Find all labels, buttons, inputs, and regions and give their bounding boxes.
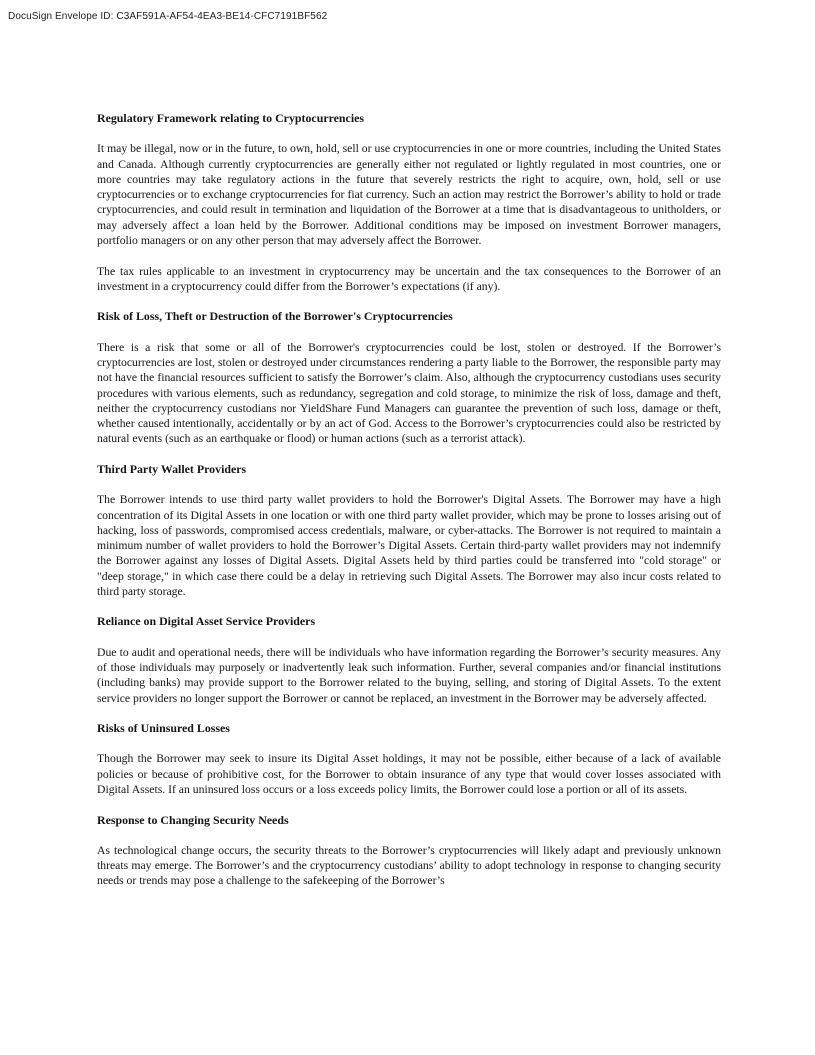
paragraph: It may be illegal, now or in the future, to own, hold, sell or use cryptocurrencies in one or more countries, including the United States and Canada. Although currently cryptocurrencies are generally either not regulated or lightly regulated in most countries, one or more countries may take regulatory actions in the future that severely restricts the right to acquire, own, hold, sell or use cryptocurrencies or to exchange cryptocurrencies for fiat currency. Such an action may restrict the Borrower’s ability to hold or trade cryptocurrencies, and could result in termination and liquidation of the Borrower at a time that is disadvantageous to unitholders, or may adversely affect a loan held by the Borrower. Additional conditions may be imposed on investment Borrower managers, portfolio managers or on any other person that may adversely affect the Borrower. bbox=[97, 142, 721, 248]
section-heading: Risks of Uninsured Losses bbox=[97, 721, 230, 736]
paragraph: Due to audit and operational needs, there will be individuals who have information regarding the Borrower’s security measures. Any of those individuals may purposely or inadvertently leak such information. Further, several companies and/or financial institutions (including banks) may provide support to the Borrower related to the buying, selling, and storing of Digital Assets. To the extent service providers no longer support the Borrower or cannot be replaced, an investment in the Borrower may be adversely affected. bbox=[97, 645, 721, 705]
section-uninsured-losses bbox=[97, 721, 721, 797]
section-risk-of-loss bbox=[97, 309, 721, 446]
section-heading: Response to Changing Security Needs bbox=[97, 812, 289, 827]
paragraph: The tax rules applicable to an investment in cryptocurrency may be uncertain and the tax consequences to the Borrower of an investment in a cryptocurrency could differ from the Borrower’s expectations (if any). bbox=[97, 264, 721, 293]
section-reliance-service-providers bbox=[97, 614, 721, 705]
section-heading: Risk of Loss, Theft or Destruction of the Borrower's Cryptocurrencies bbox=[97, 309, 453, 324]
paragraph: The Borrower intends to use third party wallet providers to hold the Borrower's Digital Assets. The Borrower may have a high concentration of its Digital Assets in one location or with one third party wallet provider, which may be prone to losses arising out of hacking, loss of passwords, compromised access credentials, malware, or cyber-attacks. The Borrower is not required to maintain a minimum number of wallet providers to hold the Borrower’s Digital Assets. Certain third-party wallet providers may not indemnify the Borrower against any losses of Digital Assets. Digital Assets held by third parties could be transferred into "cold storage" or "deep storage," in which case there could be a delay in retrieving such Digital Assets. The Borrower may also incur costs related to third party storage. bbox=[97, 493, 721, 598]
paragraph: There is a risk that some or all of the Borrower's cryptocurrencies could be lost, stolen or destroyed. If the Borrower’s cryptocurrencies are lost, stolen or destroyed under circumstances rendering a party liable to the Borrower, the responsible party may not have the financial resources sufficient to satisfy the Borrower’s claim. Also, although the cryptocurrency custodians uses security procedures with various elements, such as redundancy, segregation and cold storage, to minimize the risk of loss, damage and theft, neither the cryptocurrency custodians nor YieldShare Fund Managers can guarantee the prevention of such loss, damage or theft, whether caused intentionally, accidentally or by an act of God. Access to the Borrower’s cryptocurrencies could also be restricted by natural events (such as an earthquake or flood) or human actions (such as a terrorist attack). bbox=[97, 340, 721, 446]
section-heading: Third Party Wallet Providers bbox=[97, 461, 247, 476]
paragraph: As technological change occurs, the security threats to the Borrower’s cryptocurrencies will likely adapt and previously unknown threats may emerge. The Borrower’s and the cryptocurrency custodians’ ability to adopt technology in response to changing security needs or trends may pose a challenge to the safekeeping of the Borrower’s bbox=[97, 843, 721, 888]
docusign-envelope-id: DocuSign Envelope ID: C3AF591A-AF54-4EA3-BE14-CFC7191BF562 bbox=[8, 11, 328, 22]
document-body bbox=[97, 111, 721, 889]
section-heading: Reliance on Digital Asset Service Providers bbox=[97, 614, 316, 629]
section-regulatory-framework bbox=[97, 111, 721, 294]
paragraph: Though the Borrower may seek to insure its Digital Asset holdings, it may not be possible, either because of a lack of available policies or because of prohibitive cost, for the Borrower to obtain insurance of any type that would cover losses associated with Digital Assets. If an uninsured loss occurs or a loss exceeds policy limits, the Borrower could lose a portion or all of its assets. bbox=[97, 752, 721, 797]
section-heading: Regulatory Framework relating to Cryptocurrencies bbox=[97, 111, 365, 125]
section-changing-security-needs bbox=[97, 813, 721, 889]
section-third-party-wallet bbox=[97, 462, 721, 599]
